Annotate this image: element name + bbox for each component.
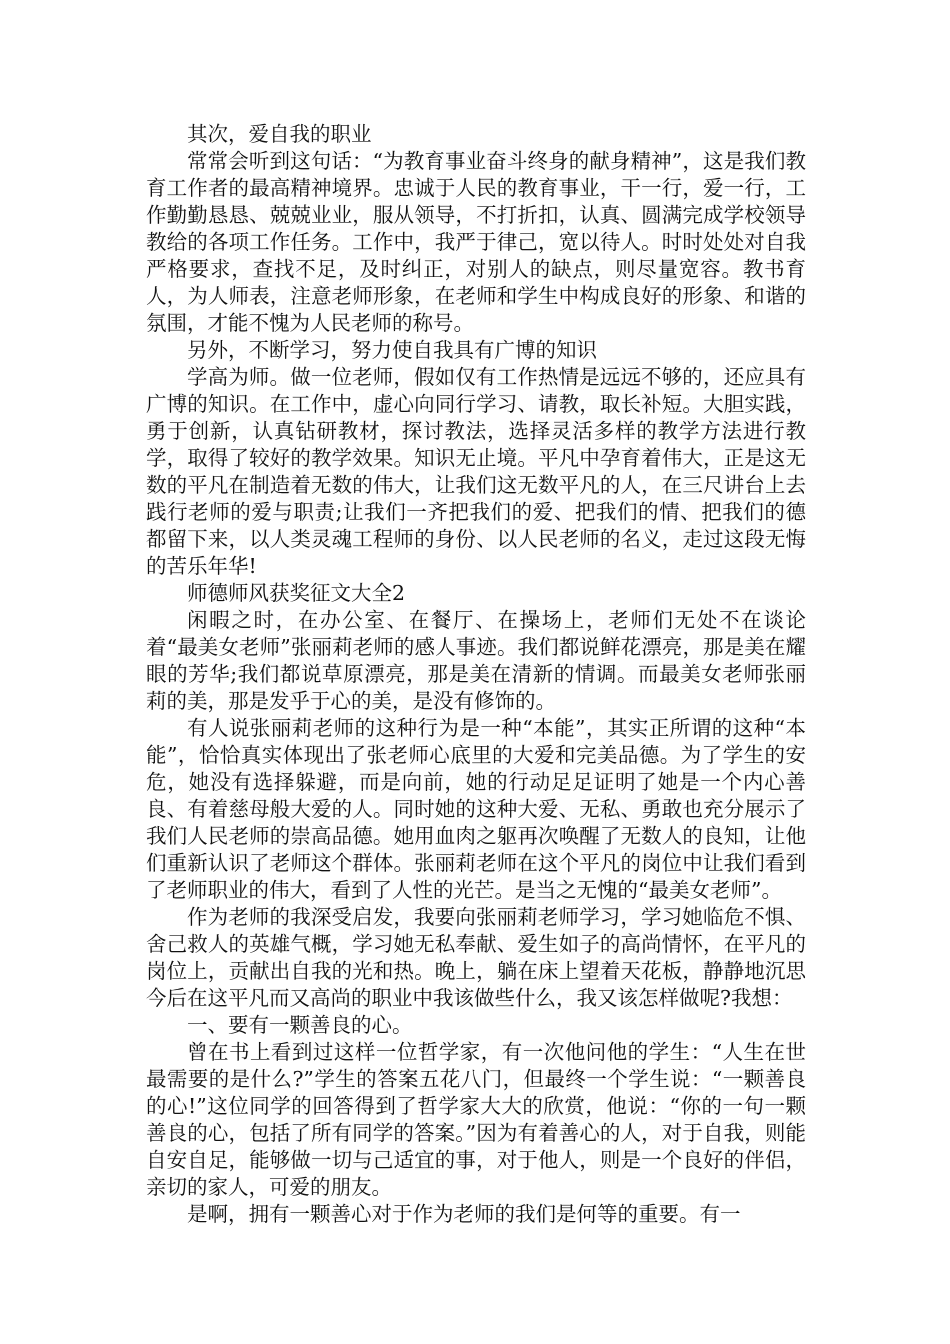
paragraph-heading-1: 其次，爱自我的职业	[187, 122, 372, 146]
document-body	[146, 121, 806, 1228]
paragraph-heading-3: 一、要有一颗善良的心。	[187, 1013, 413, 1037]
paragraph: 学高为师。做一位老师，假如仅有工作热情是远远不够的，还应具有广博的知识。在工作中，虚心向同行学习、请教，取长补短。大胆实践，勇于创新，认真钻研教材，探讨教法，选择灵活多样的教学方法进行教学，取得了较好的教学效果。知识无止境。平凡中孕育着伟大，正是这无数的平凡在制造着无数的伟大，让我们这无数平凡的人，在三尺讲台上去践行老师的爱与职责;让我们一齐把我们的爱、把我们的情、把我们的德都留下来，以人类灵魂工程师的身份、以人民老师的名义，走过这段无悔的苦乐年华!	[146, 365, 806, 578]
paragraph: 常常会听到这句话：“为教育事业奋斗终身的献身精神”，这是我们教育工作者的最高精神境界。忠诚于人民的教育事业，干一行，爱一行，工作勤勤恳恳、兢兢业业，服从领导，不打折扣，认真、圆满完成学校领导教给的各项工作任务。工作中，我严于律己，宽以待人。时时处处对自我严格要求，查找不足，及时纠正，对别人的缺点，则尽量宽容。教书育人，为人师表，注意老师形象，在老师和学生中构成良好的形象、和谐的氛围，才能不愧为人民老师的称号。	[146, 149, 806, 335]
paragraph-heading-2: 另外，不断学习，努力使自我具有广博的知识	[187, 338, 597, 362]
paragraph: 有人说张丽莉老师的这种行为是一种“本能”，其实正所谓的这种“本能”，恰恰真实体现出了张老师心底里的大爱和完美品德。为了学生的安危，她没有选择躲避，而是向前，她的行动足足证明了她是一个内心善良、有着慈母般大爱的人。同时她的这种大爱、无私、勇敢也充分展示了我们人民老师的崇高品德。她用血肉之躯再次唤醒了无数人的良知，让他们重新认识了老师这个群体。张丽莉老师在这个平凡的岗位中让我们看到了老师职业的伟大，看到了人性的光芒。是当之无愧的“最美女老师”。	[146, 716, 806, 902]
paragraph: 作为老师的我深受启发，我要向张丽莉老师学习，学习她临危不惧、舍己救人的英雄气概，学习她无私奉献、爱生如子的高尚情怀，在平凡的岗位上，贡献出自我的光和热。晚上，躺在床上望着天花板，静静地沉思今后在这平凡而又高尚的职业中我该做些什么，我又该怎样做呢?我想：	[146, 905, 806, 1010]
paragraph: 闲暇之时，在办公室、在餐厅、在操场上，老师们无处不在谈论着“最美女老师”张丽莉老师的感人事迹。我们都说鲜花漂亮，那是美在耀眼的芳华;我们都说草原漂亮，那是美在清新的情调。而最美女老师张丽莉的美，那是发乎于心的美，是没有修饰的。	[146, 608, 806, 713]
paragraph: 是啊，拥有一颗善心对于作为老师的我们是何等的重要。有一	[187, 1202, 741, 1226]
paragraph: 曾在书上看到过这样一位哲学家，有一次他问他的学生：“人生在世最需要的是什么?”学生的答案五花八门，但最终一个学生说：“一颗善良的心!”这位同学的回答得到了哲学家大大的欣赏，他说：“你的一句一颗善良的心，包括了所有同学的答案。”因为有着善心的人，对于自我，则能自安自足，能够做一切与己适宜的事，对于他人，则是一个良好的伴侣，亲切的家人，可爱的朋友。	[146, 1040, 806, 1199]
section-title: 师德师风获奖征文大全2	[187, 581, 406, 605]
